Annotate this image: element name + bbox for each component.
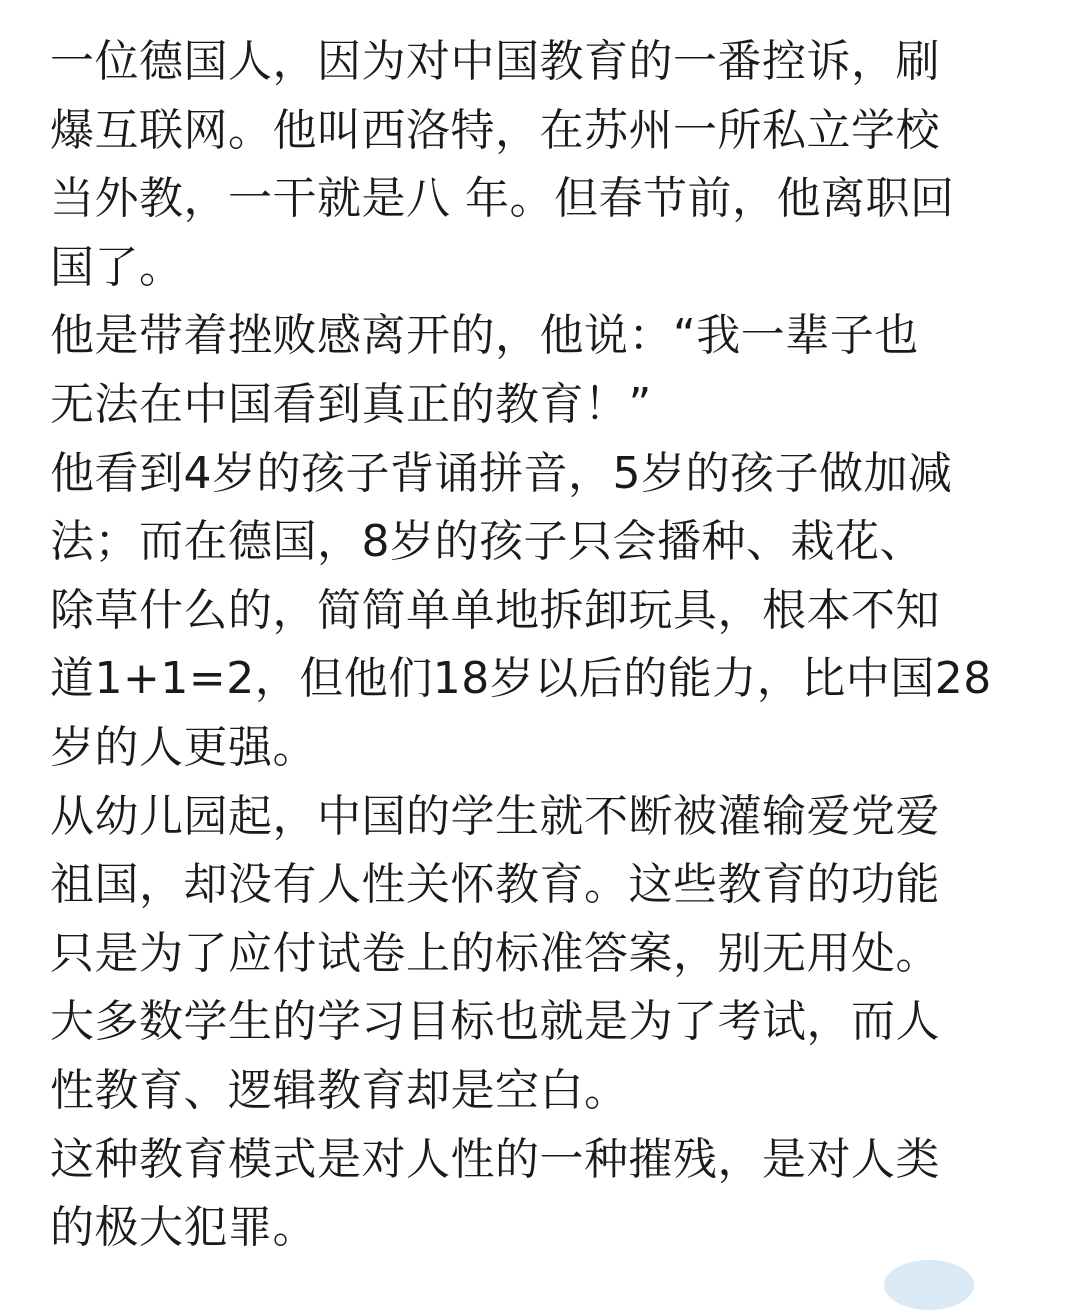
text-line: 他看到4岁的孩子背诵拼音，5岁的孩子做加减 [50, 447, 953, 499]
text-line: 大多数学生的学习目标也就是为了考试，而人 [50, 996, 940, 1048]
text-line: 岁的人更强。 [50, 721, 317, 773]
text-line: 当外教，一干就是八 年。但春节前，他离职回 [50, 173, 955, 225]
avatar[interactable] [884, 1260, 974, 1310]
post-text [50, 28, 1010, 1263]
text-line: 国了。 [50, 241, 184, 293]
text-line: 只是为了应付试卷上的标准答案，别无用处。 [50, 927, 940, 979]
text-line: 除草什么的，简简单单地拆卸玩具，根本不知 [50, 584, 940, 636]
text-line: 他是带着挫败感离开的，他说：“我一辈子也 [50, 310, 919, 362]
text-line: 爆互联网。他叫西洛特，在苏州一所私立学校 [50, 104, 940, 156]
text-line: 一位德国人，因为对中国教育的一番控诉，刷 [50, 36, 940, 87]
text-line: 无法在中国看到真正的教育！” [50, 378, 652, 430]
text-line: 这种教育模式是对人性的一种摧残，是对人类 [50, 1133, 940, 1185]
text-line: 性教育、逻辑教育却是空白。 [50, 1064, 629, 1116]
text-line: 法；而在德国，8岁的孩子只会播种、栽花、 [50, 516, 924, 568]
text-line: 从幼儿园起，中国的学生就不断被灌输爱党爱 [50, 790, 940, 842]
text-line: 的极大犯罪。 [50, 1202, 317, 1254]
text-line: 道1+1=2，但他们18岁以后的能力，比中国28 [50, 653, 992, 705]
text-line: 祖国，却没有人性关怀教育。这些教育的功能 [50, 859, 940, 911]
